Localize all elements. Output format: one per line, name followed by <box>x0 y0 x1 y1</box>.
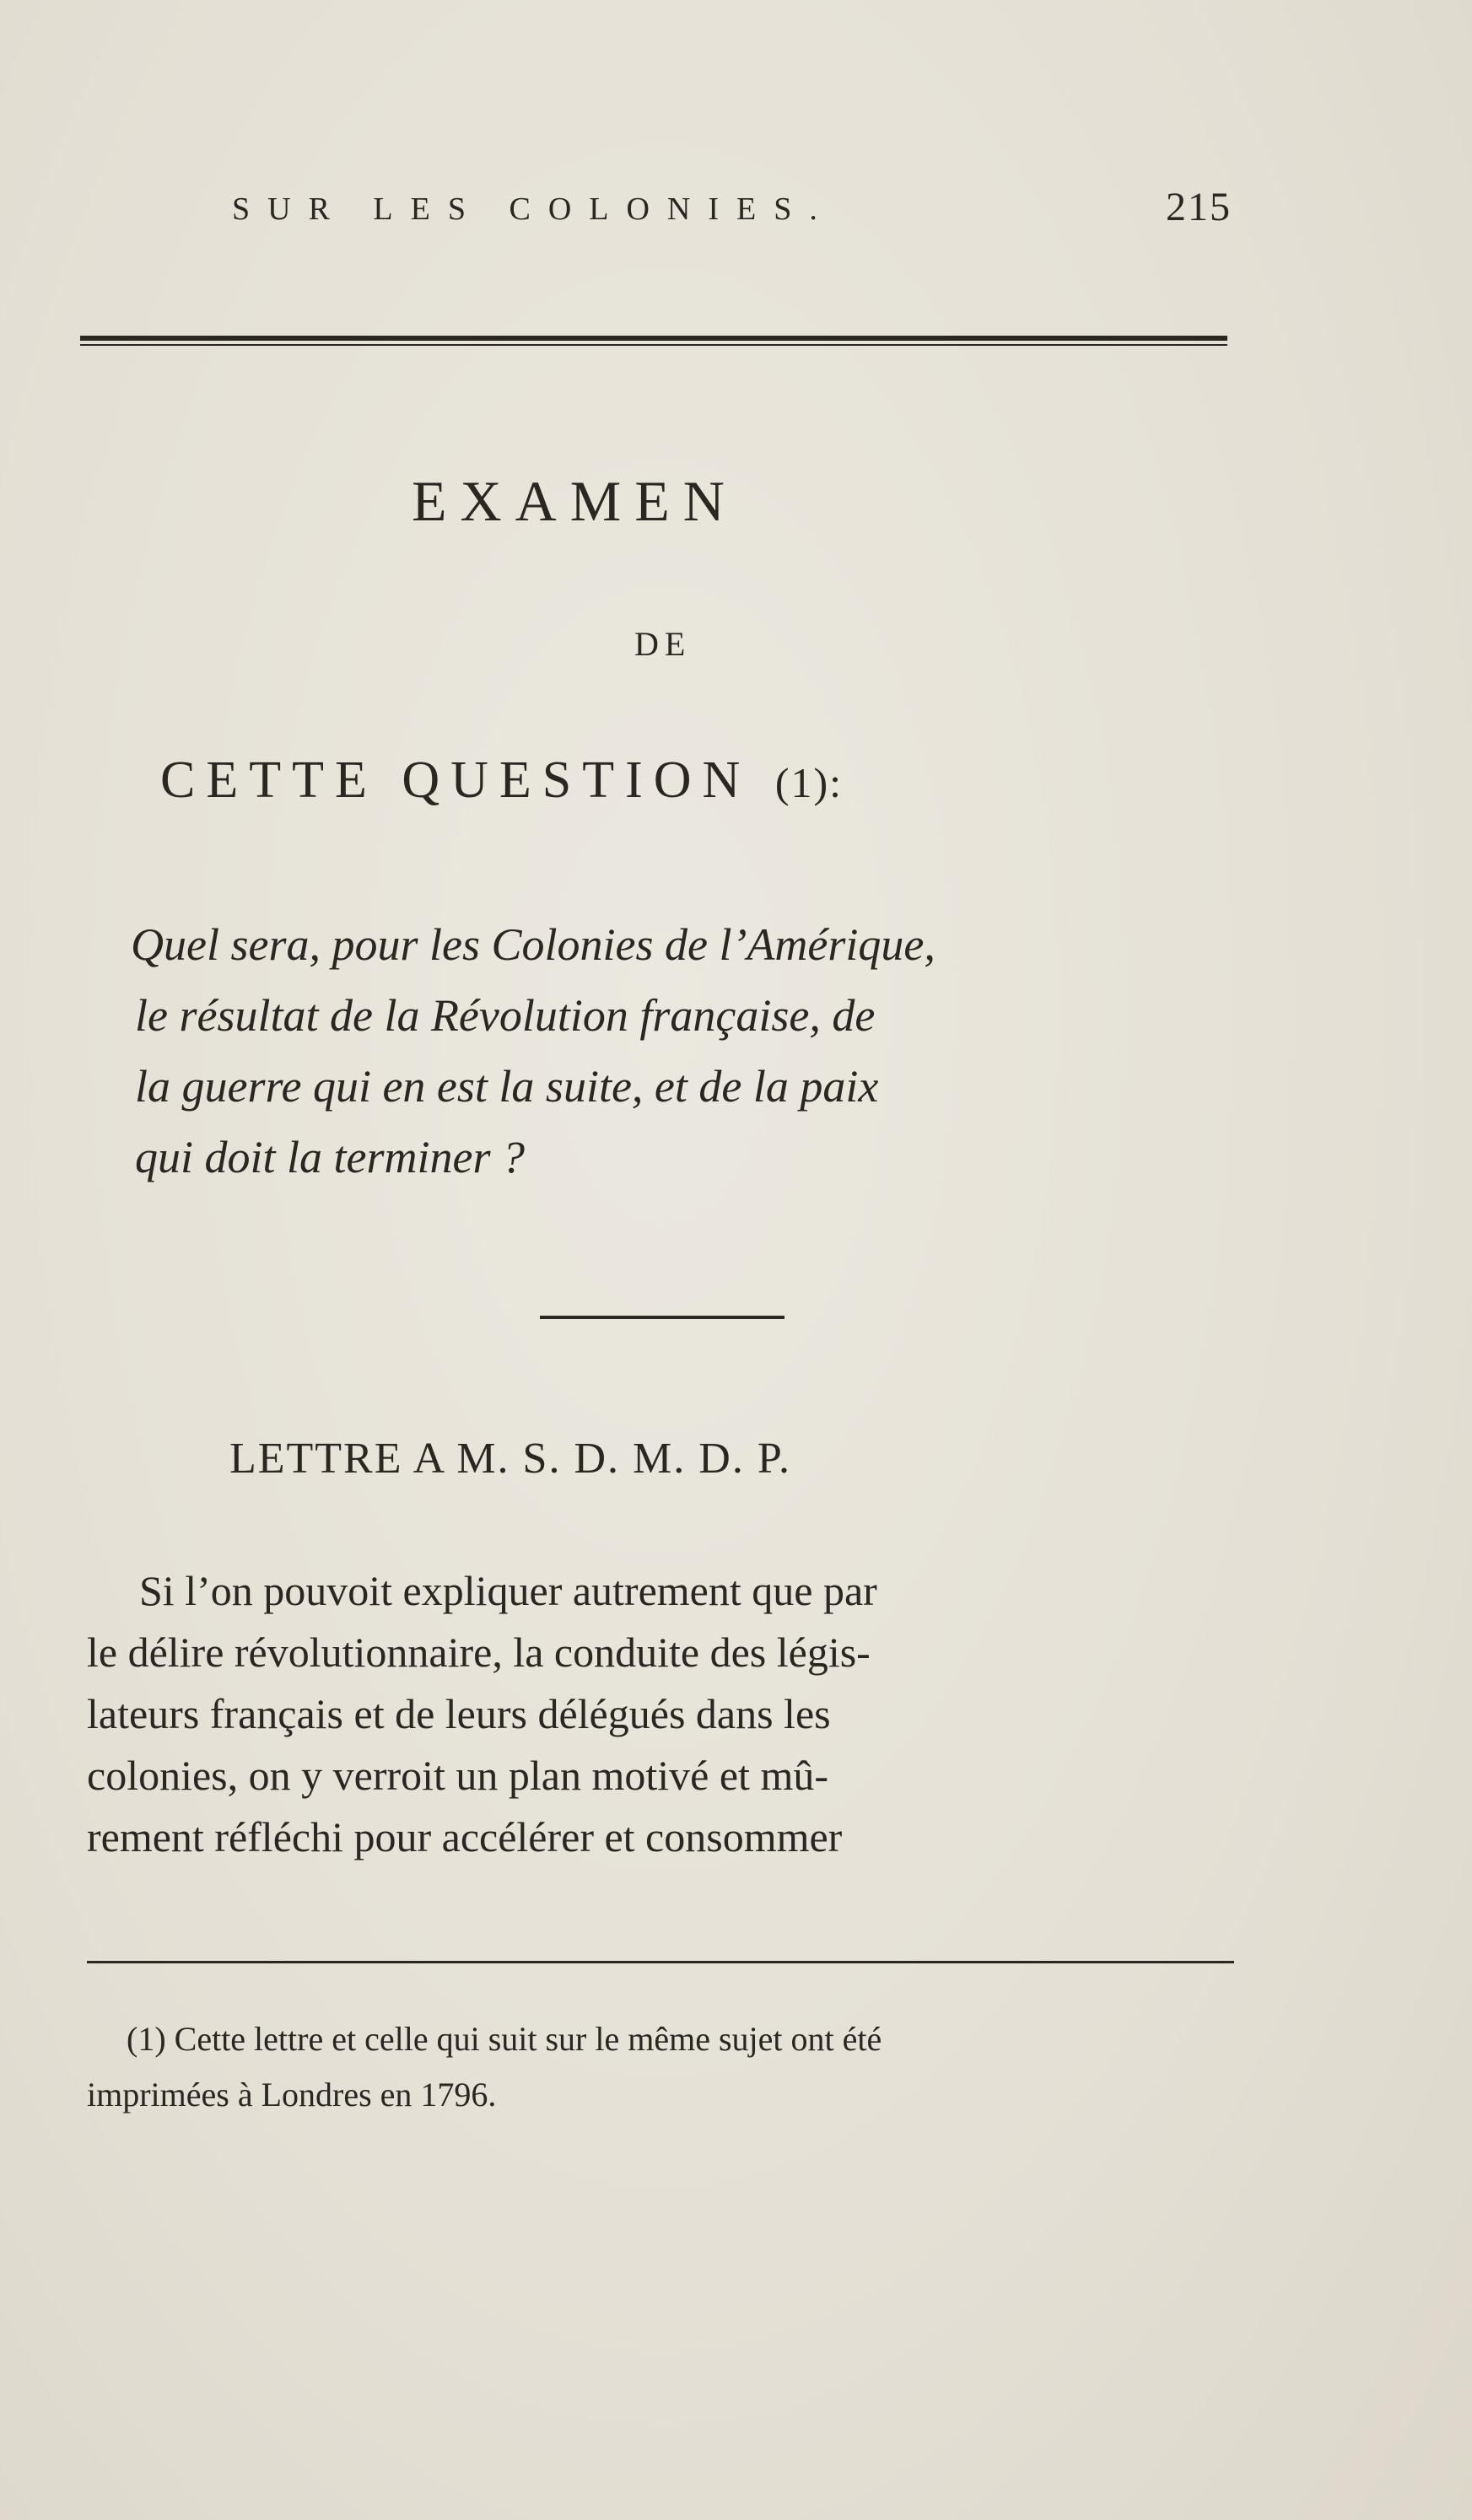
footnote-line: (1) Cette lettre et celle qui suit sur le même sujet ont été <box>127 2020 882 2058</box>
question-line: le résultat de la Révolution française, de <box>135 990 876 1041</box>
page-number: 215 <box>1166 185 1232 229</box>
running-head <box>232 184 1232 234</box>
question-line: la guerre qui en est la suite, et de la paix <box>135 1061 879 1112</box>
title-examen: EXAMEN <box>412 469 738 533</box>
title-cette-question <box>160 751 843 810</box>
question-line: Quel sera, pour les Colonies de l’Amérique, <box>131 919 936 970</box>
letter-heading: LETTRE A M. S. D. M. D. P. <box>229 1435 791 1483</box>
body-line: le délire révolutionnaire, la conduite des légis- <box>87 1629 871 1676</box>
header-rule-thick <box>80 336 1227 341</box>
body-line: rement réfléchi pour accélérer et consommer <box>87 1813 843 1860</box>
letter-body <box>87 1560 1234 1868</box>
title-de: DE <box>634 625 692 663</box>
question-line: qui doit la terminer ? <box>135 1132 525 1182</box>
footnote <box>87 2011 1240 2123</box>
body-line: lateurs français et de leurs délégués dans les <box>87 1690 831 1737</box>
footnote-rule <box>87 1961 1234 1963</box>
header-rule-thin <box>80 344 1227 346</box>
running-title: SUR LES COLONIES. <box>232 191 835 227</box>
title-question-text: CETTE QUESTION <box>160 751 752 809</box>
body-line: Si l’on pouvoit expliquer autrement que par <box>139 1567 877 1614</box>
section-divider <box>540 1316 785 1319</box>
body-line: colonies, on y verroit un plan motivé et mû- <box>87 1752 828 1799</box>
footnote-line: imprimées à Londres en 1796. <box>87 2076 497 2113</box>
footnote-reference: (1): <box>774 759 844 806</box>
header-double-rule <box>80 336 1227 347</box>
question-text <box>131 909 1244 1193</box>
